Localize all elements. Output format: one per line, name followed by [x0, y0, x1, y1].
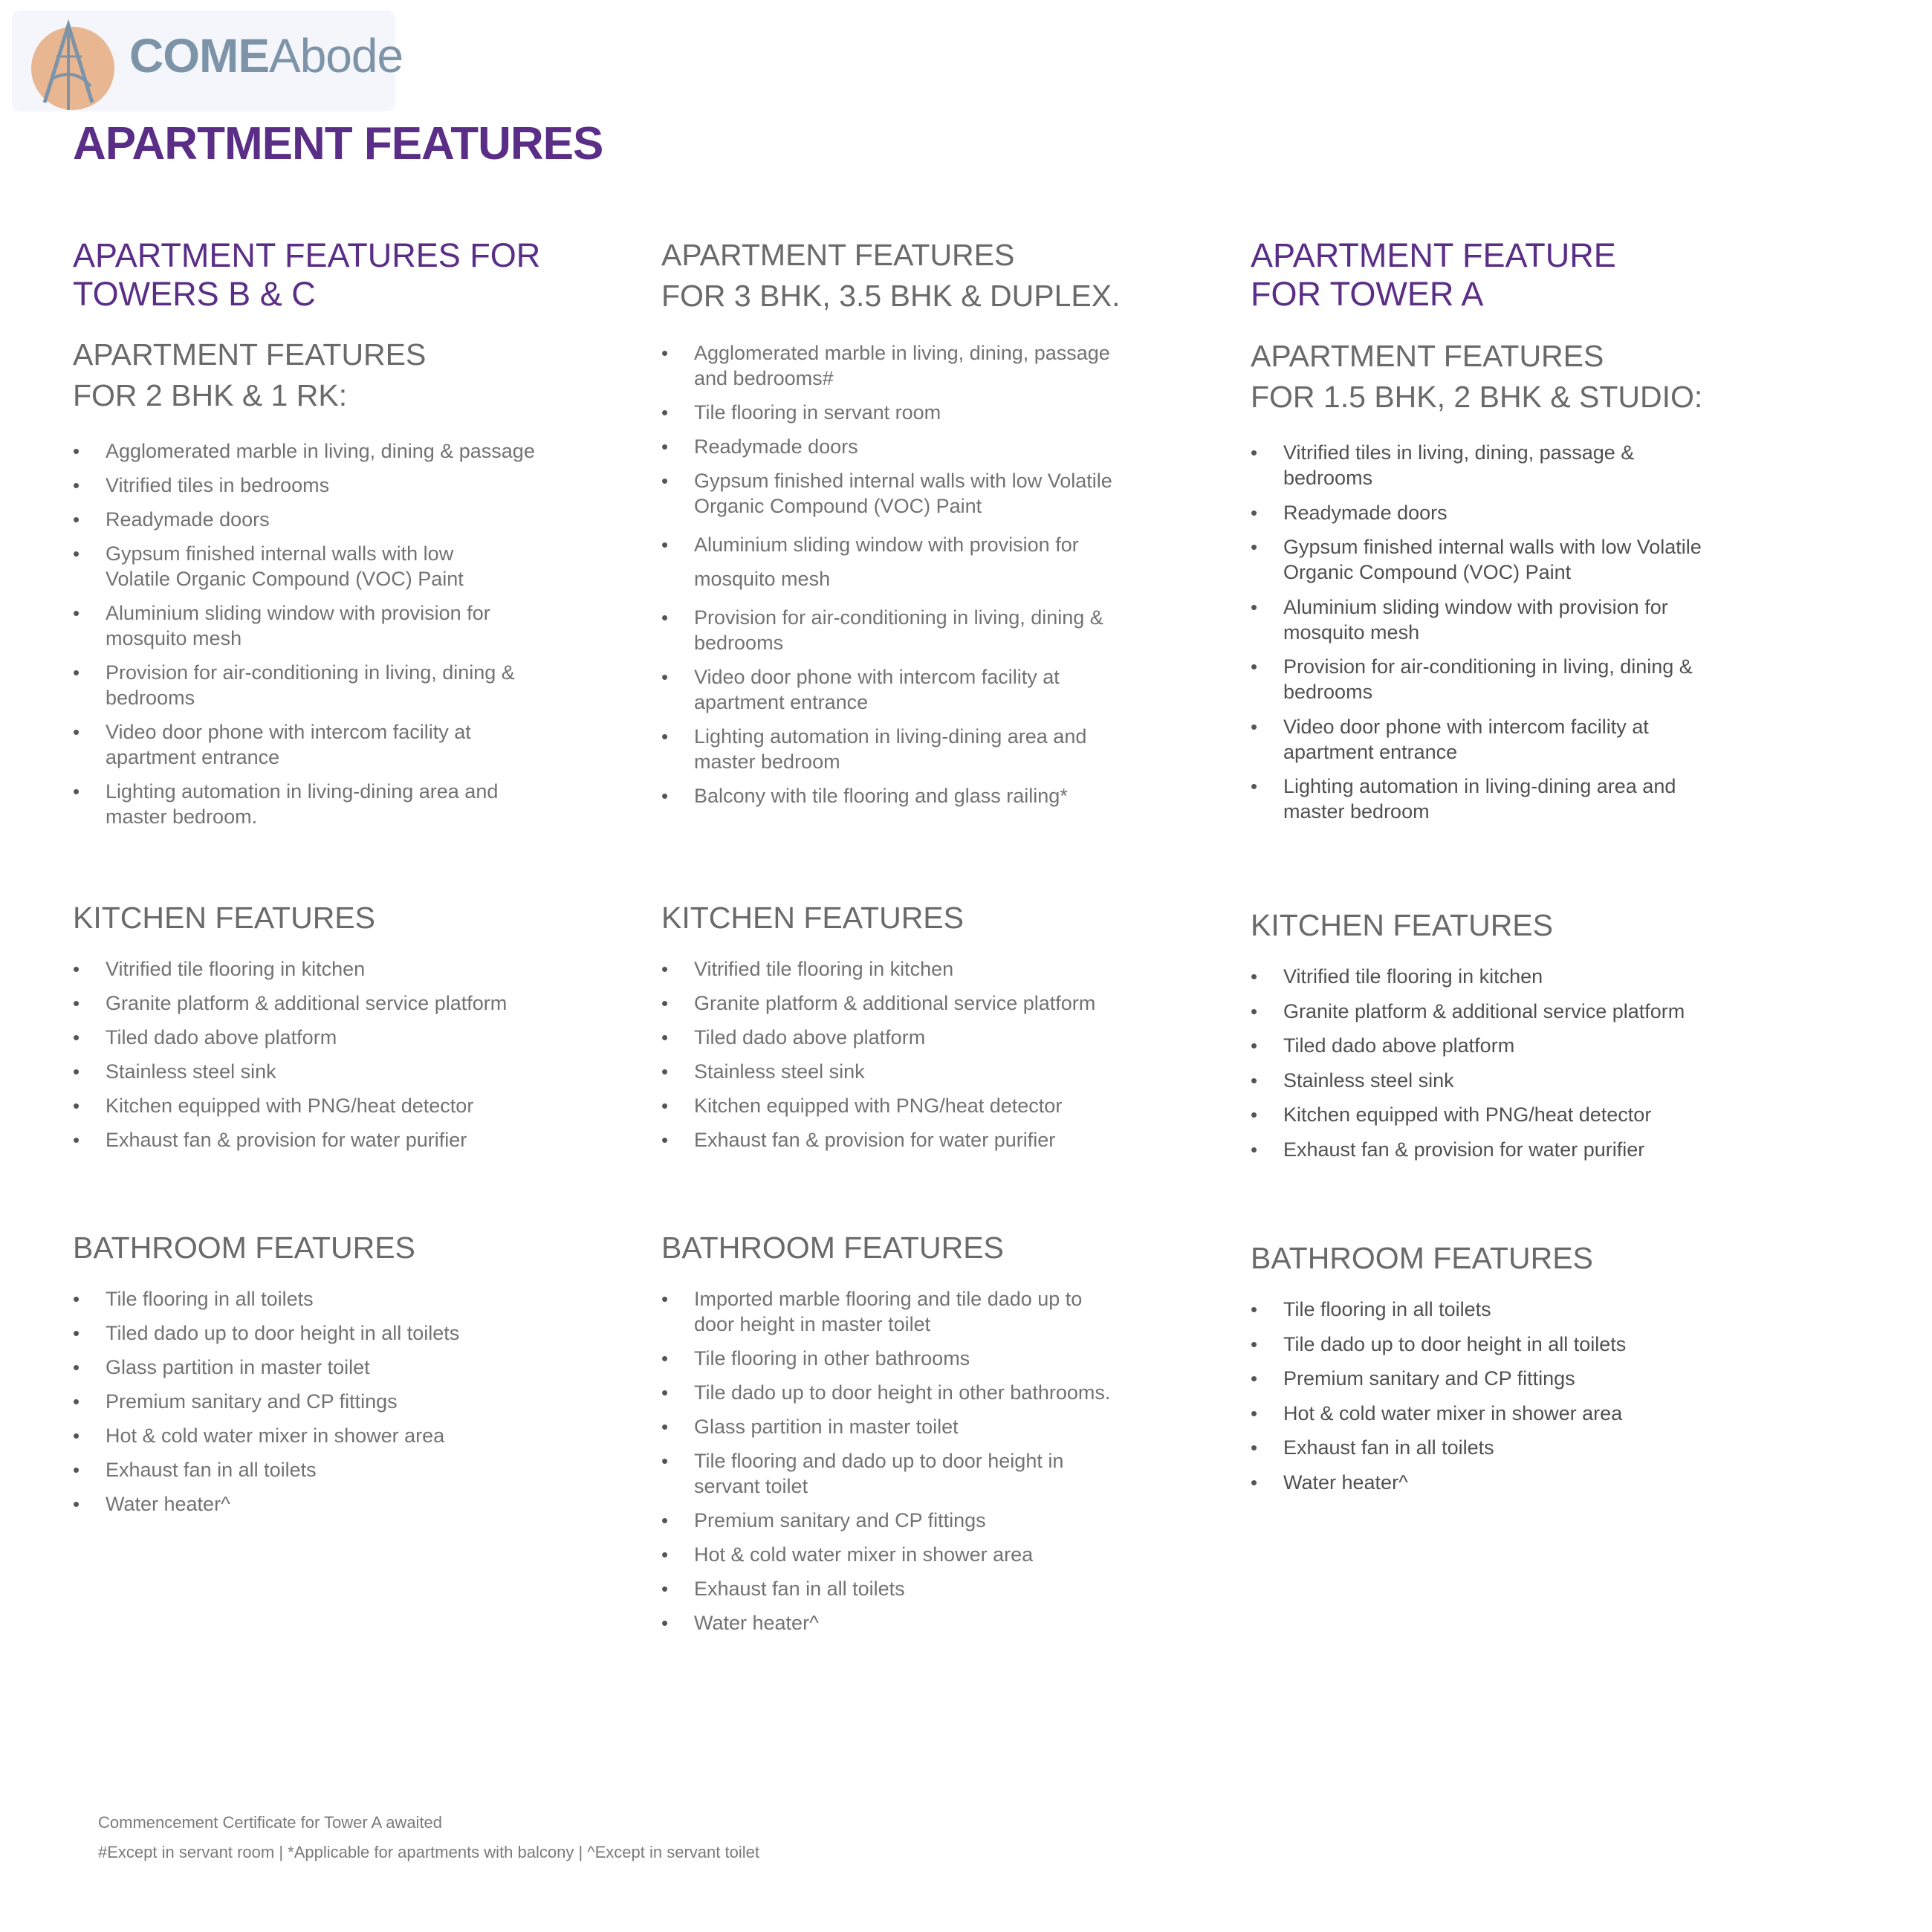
- list-item: • Lighting automation in living-dining area and master bedroom: [661, 724, 1125, 774]
- list-item: • Water heater^: [1251, 1470, 1786, 1495]
- brand-name-light: Abode: [269, 29, 403, 82]
- list-item: • Exhaust fan in all toilets: [661, 1576, 1137, 1601]
- footnote-commencement: Commencement Certificate for Tower A awaited: [98, 1813, 443, 1832]
- kitchen-feature-list: [1251, 964, 1786, 1162]
- brand-logo: [12, 10, 403, 111]
- list-item: • Hot & cold water mixer in shower area: [661, 1542, 1137, 1567]
- kitchen-feature-list: [73, 956, 608, 1153]
- list-item: • Exhaust fan in all toilets: [1251, 1435, 1786, 1460]
- list-item: • Premium sanitary and CP fittings: [73, 1389, 608, 1414]
- list-item: • Balcony with tile flooring and glass railing*: [661, 783, 1137, 808]
- list-item: • Kitchen equipped with PNG/heat detector: [1251, 1102, 1786, 1127]
- column-heading-line-1: APARTMENT FEATURES FOR: [73, 236, 541, 274]
- bathroom-feature-list: [1251, 1297, 1786, 1495]
- list-item: • Glass partition in master toilet: [73, 1355, 608, 1380]
- list-item: • Provision for air-conditioning in living, dining & bedrooms: [1251, 654, 1744, 704]
- brand-name-bold: COME: [129, 29, 269, 82]
- list-item: • Video door phone with intercom facility at apartment entrance: [661, 664, 1110, 715]
- apartment-subheading-line-1: APARTMENT FEATURES: [1251, 339, 1604, 373]
- list-item: • Granite platform & additional service platform: [1251, 999, 1786, 1024]
- kitchen-section: [1251, 905, 1786, 1171]
- list-item: • Water heater^: [73, 1491, 608, 1517]
- list-item: • Video door phone with intercom facility at apartment entrance: [1251, 714, 1699, 765]
- list-item: • Kitchen equipped with PNG/heat detector: [661, 1093, 1196, 1118]
- kitchen-heading: KITCHEN FEATURES: [1251, 908, 1553, 942]
- list-item: • Exhaust fan & provision for water purifier: [661, 1127, 1196, 1153]
- apartment-subheading-line-2: FOR 2 BHK & 1 RK:: [73, 378, 348, 412]
- list-item: • Agglomerated marble in living, dining, passage and bedrooms#: [661, 340, 1137, 391]
- bathroom-feature-list: [661, 1286, 1137, 1636]
- list-item: • Vitrified tiles in living, dining, passage & bedrooms: [1251, 440, 1699, 490]
- list-item: • Exhaust fan & provision for water purifier: [73, 1127, 608, 1153]
- list-item: • Exhaust fan & provision for water purifier: [1251, 1137, 1786, 1162]
- apartment-subheading-line-2: FOR 1.5 BHK, 2 BHK & STUDIO:: [1251, 380, 1703, 414]
- list-item: • Hot & cold water mixer in shower area: [73, 1423, 608, 1448]
- list-item: • Gypsum finished internal walls with low Volatile Organic Compound (VOC) Paint: [1251, 534, 1726, 585]
- column-heading: [1251, 236, 1786, 314]
- list-item: • Tiled dado up to door height in all toilets: [73, 1320, 608, 1346]
- apartment-subheading-line-1: APARTMENT FEATURES: [73, 337, 427, 372]
- bathroom-section: [661, 1228, 1196, 1644]
- list-item: • Aluminium sliding window with provision for mosquito mesh: [661, 528, 1110, 596]
- list-item: • Tile flooring in all toilets: [1251, 1297, 1786, 1322]
- apartment-subheading-line-2: FOR 3 BHK, 3.5 BHK & DUPLEX.: [661, 279, 1121, 313]
- list-item: • Vitrified tiles in bedrooms: [73, 473, 578, 498]
- bathroom-heading: BATHROOM FEATURES: [1251, 1241, 1593, 1275]
- list-item: • Agglomerated marble in living, dining & passage: [73, 438, 578, 464]
- list-item: • Tile dado up to door height in other bathrooms.: [661, 1380, 1137, 1405]
- apartment-subheading: [73, 334, 608, 416]
- bathroom-section: [73, 1228, 608, 1526]
- list-item: • Video door phone with intercom facility at apartment entrance: [73, 719, 537, 770]
- list-item: • Readymade doors: [661, 434, 1137, 459]
- column-heading-line-2: TOWERS B & C: [73, 275, 316, 313]
- list-item: • Readymade doors: [73, 507, 578, 532]
- brand-wordmark: [129, 28, 403, 83]
- list-item: • Aluminium sliding window with provision for mosquito mesh: [73, 600, 551, 651]
- list-item: • Tile dado up to door height in all toilets: [1251, 1332, 1786, 1357]
- list-item: • Aluminium sliding window with provision for mosquito mesh: [1251, 594, 1729, 645]
- apartment-subheading: [661, 235, 1196, 317]
- list-item: • Exhaust fan in all toilets: [73, 1457, 608, 1482]
- list-item: • Water heater^: [661, 1610, 1137, 1636]
- bathroom-section: [1251, 1238, 1786, 1504]
- list-item: • Tiled dado above platform: [1251, 1033, 1786, 1058]
- apartment-feature-list: [661, 340, 1137, 808]
- list-item: • Vitrified tile flooring in kitchen: [1251, 964, 1786, 989]
- list-item: • Lighting automation in living-dining area and master bedroom.: [73, 779, 551, 829]
- list-item: • Gypsum finished internal walls with low Volatile Organic Compound (VOC) Paint: [73, 541, 522, 591]
- list-item: • Hot & cold water mixer in shower area: [1251, 1401, 1786, 1426]
- list-item: • Granite platform & additional service platform: [73, 991, 608, 1016]
- list-item: • Stainless steel sink: [73, 1059, 608, 1084]
- kitchen-section: [661, 898, 1196, 1161]
- list-item: • Premium sanitary and CP fittings: [1251, 1366, 1786, 1391]
- list-item: • Glass partition in master toilet: [661, 1414, 1137, 1439]
- column-heading-line-2: FOR TOWER A: [1251, 275, 1484, 313]
- list-item: • Imported marble flooring and tile dado up to door height in master toilet: [661, 1286, 1125, 1337]
- list-item: • Readymade doors: [1251, 500, 1726, 525]
- list-item: • Kitchen equipped with PNG/heat detector: [73, 1093, 608, 1118]
- apartment-feature-list: [73, 438, 578, 829]
- column-heading-line-1: APARTMENT FEATURE: [1251, 236, 1616, 274]
- column-heading: [73, 236, 608, 314]
- bathroom-heading: BATHROOM FEATURES: [73, 1231, 415, 1265]
- list-item: • Tile flooring and dado up to door height in servant toilet: [661, 1448, 1110, 1499]
- footnote-legend: #Except in servant room | *Applicable for apartments with balcony | ^Except in servant toilet: [98, 1843, 759, 1861]
- list-item: • Tile flooring in other bathrooms: [661, 1346, 1137, 1371]
- bathroom-feature-list: [73, 1286, 608, 1517]
- list-item: • Tiled dado above platform: [73, 1025, 608, 1050]
- list-item: • Tile flooring in servant room: [661, 400, 1137, 425]
- bathroom-heading: BATHROOM FEATURES: [661, 1231, 1004, 1265]
- apartment-section: [73, 236, 608, 838]
- apartment-section: [1251, 236, 1786, 834]
- kitchen-heading: KITCHEN FEATURES: [661, 901, 964, 935]
- list-item: • Provision for air-conditioning in living, dining & bedrooms: [661, 605, 1140, 655]
- list-item: • Gypsum finished internal walls with low Volatile Organic Compound (VOC) Paint: [661, 468, 1137, 519]
- page-title: APARTMENT FEATURES: [73, 118, 603, 169]
- apartment-feature-list: [1251, 440, 1726, 824]
- list-item: • Stainless steel sink: [1251, 1068, 1786, 1093]
- list-item: • Lighting automation in living-dining area and master bedroom: [1251, 774, 1729, 824]
- kitchen-heading: KITCHEN FEATURES: [73, 901, 375, 935]
- apartment-subheading-line-1: APARTMENT FEATURES: [661, 238, 1015, 272]
- list-item: • Tiled dado above platform: [661, 1025, 1196, 1050]
- apartment-section: [661, 235, 1196, 817]
- list-item: • Provision for air-conditioning in living, dining & bedrooms: [73, 660, 566, 710]
- list-item: • Granite platform & additional service platform: [661, 991, 1196, 1016]
- list-item: • Vitrified tile flooring in kitchen: [661, 956, 1196, 982]
- kitchen-feature-list: [661, 956, 1196, 1153]
- list-item: • Vitrified tile flooring in kitchen: [73, 956, 608, 982]
- list-item: • Tile flooring in all toilets: [73, 1286, 608, 1312]
- list-item: • Stainless steel sink: [661, 1059, 1196, 1084]
- house-logo-icon: [22, 15, 119, 111]
- list-item: • Premium sanitary and CP fittings: [661, 1508, 1137, 1533]
- kitchen-section: [73, 898, 608, 1161]
- apartment-subheading: [1251, 336, 1786, 418]
